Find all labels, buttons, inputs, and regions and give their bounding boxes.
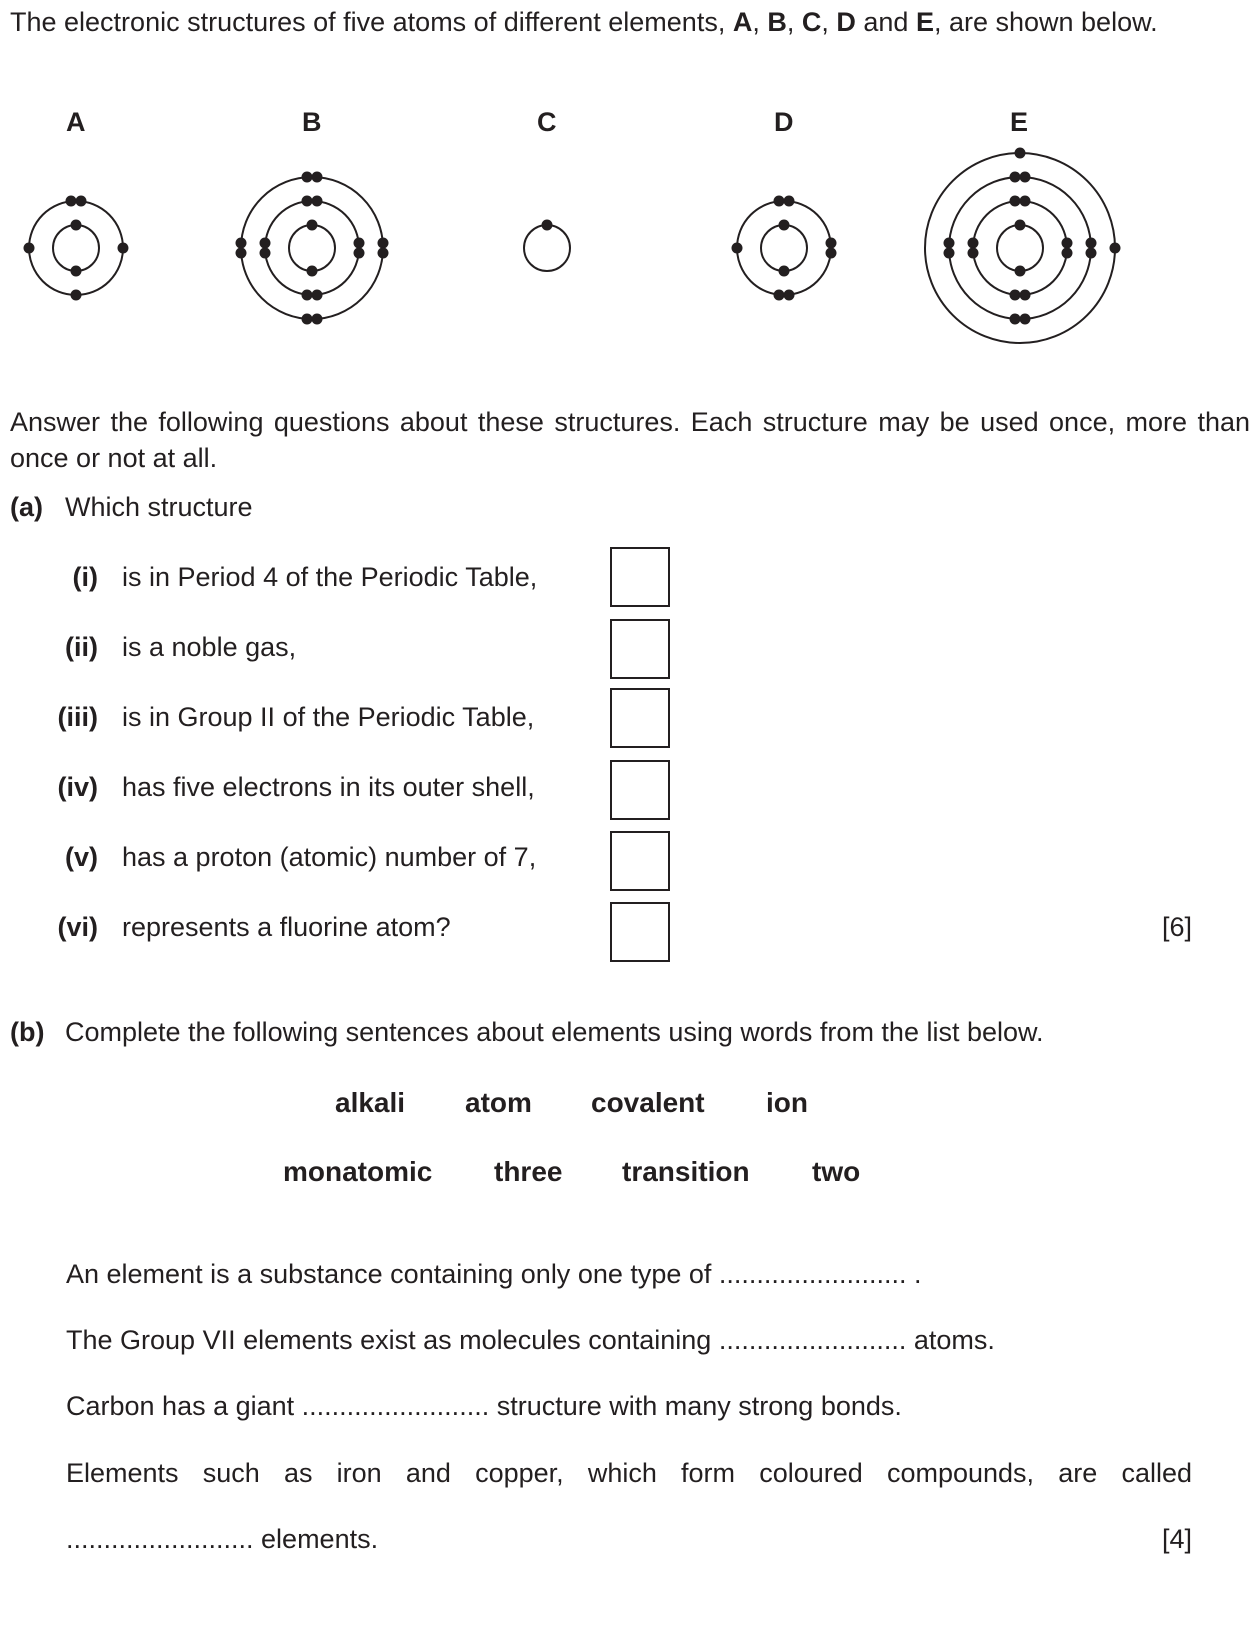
electron [1062, 248, 1073, 259]
question-number: (ii) [65, 632, 98, 662]
electron [1086, 248, 1097, 259]
question-text: has a proton (atomic) number of 7, [122, 842, 537, 872]
electron [260, 238, 271, 249]
intro-separator: , [786, 7, 802, 37]
electron [779, 220, 790, 231]
question-text: is in Group II of the Periodic Table, [122, 702, 535, 732]
electron [378, 248, 389, 259]
electron [1110, 243, 1121, 254]
question-text: represents a fluorine atom? [122, 912, 451, 942]
sentence-1: An element is a substance containing only one type of ......................... . [66, 1259, 922, 1289]
intro-letter-b: B [767, 7, 787, 37]
atom-e-shell-1 [997, 225, 1043, 271]
electron [236, 238, 247, 249]
electron [1020, 172, 1031, 183]
electron [312, 314, 323, 325]
electron [542, 220, 553, 231]
intro-letter-e: E [915, 7, 934, 37]
question-number: (iv) [57, 772, 98, 802]
electron [354, 248, 365, 259]
electron [968, 248, 979, 259]
electron [302, 196, 313, 207]
question-number: (iii) [57, 702, 98, 732]
atom-label-d: D [774, 107, 794, 137]
electron [784, 196, 795, 207]
atom-a-shell-1 [53, 225, 99, 271]
atom-e-shell-3 [949, 177, 1091, 319]
word-option: three [494, 1156, 563, 1187]
word-option: atom [465, 1087, 532, 1118]
electron [302, 314, 313, 325]
atom-c-shell-1 [524, 225, 570, 271]
electron [307, 266, 318, 277]
electron [732, 243, 743, 254]
electron [784, 290, 795, 301]
part-b-marks: [4] [1161, 1524, 1192, 1554]
atom-label-c: C [537, 107, 557, 137]
electron [71, 290, 82, 301]
question-number: (vi) [57, 912, 98, 942]
intro-separator: and [855, 7, 916, 37]
word-option: alkali [335, 1087, 406, 1118]
sentence-4-continuation: ......................... elements. [66, 1524, 379, 1554]
instructions: Answer the following questions about these structures. Each structure may be used once, more than once or not at all. [10, 407, 1250, 473]
word-option: covalent [591, 1087, 705, 1118]
electron [1062, 238, 1073, 249]
electron [312, 172, 323, 183]
electron [1086, 238, 1097, 249]
electron [24, 243, 35, 254]
part-a-label: (a) [10, 492, 43, 522]
word-option: ion [766, 1087, 808, 1118]
atom-b-shell-1 [289, 225, 335, 271]
part-b-label: (b) [10, 1017, 45, 1047]
word-option: two [812, 1156, 861, 1187]
electron [774, 290, 785, 301]
word-option: monatomic [283, 1156, 433, 1187]
electron [1020, 314, 1031, 325]
sentence-4: Elements such as iron and copper, which form coloured compounds, are called [66, 1458, 1192, 1488]
electron [236, 248, 247, 259]
atom-label-b: B [302, 107, 322, 137]
electron [1010, 172, 1021, 183]
electron [354, 238, 365, 249]
electron [944, 238, 955, 249]
electron [71, 220, 82, 231]
atom-a-shell-2 [29, 201, 123, 295]
electron [312, 196, 323, 207]
electron [1015, 148, 1026, 159]
answer-box-iv[interactable] [610, 760, 670, 820]
intro-separator: , [821, 7, 837, 37]
atom-e-shell-4 [925, 153, 1115, 343]
answer-box-vi[interactable] [610, 902, 670, 962]
intro-text-end: , are shown below. [933, 7, 1158, 37]
intro-separator: , [752, 7, 768, 37]
atom-b-shell-2 [265, 201, 359, 295]
electron [302, 290, 313, 301]
atom-e-shell-2 [973, 201, 1067, 295]
answer-box-i[interactable] [610, 547, 670, 607]
answer-box-iii[interactable] [610, 688, 670, 748]
intro-letter-d: D [836, 7, 856, 37]
atom-label-a: A [66, 107, 86, 137]
electron [1010, 290, 1021, 301]
electron [260, 248, 271, 259]
electron [307, 220, 318, 231]
question-number: (v) [65, 842, 98, 872]
electron [302, 172, 313, 183]
electron [118, 243, 129, 254]
electron [1020, 196, 1031, 207]
electron [66, 196, 77, 207]
electron [1015, 220, 1026, 231]
electron [774, 196, 785, 207]
question-number: (i) [72, 562, 98, 592]
atom-label-e: E [1010, 107, 1029, 137]
sentence-2: The Group VII elements exist as molecules containing ......................... atoms. [66, 1325, 995, 1355]
part-a-marks: [6] [1161, 912, 1192, 942]
atom-diagrams [0, 0, 1260, 360]
electron [378, 238, 389, 249]
atom-d-shell-1 [761, 225, 807, 271]
electron [1020, 290, 1031, 301]
atom-d-shell-2 [737, 201, 831, 295]
electron [779, 266, 790, 277]
electron [1015, 266, 1026, 277]
electron [312, 290, 323, 301]
electron [968, 238, 979, 249]
answer-box-v[interactable] [610, 831, 670, 891]
answer-box-ii[interactable] [610, 619, 670, 679]
atom-b-shell-3 [241, 177, 383, 319]
electron [71, 266, 82, 277]
sentence-3: Carbon has a giant ......................... structure with many strong bonds. [66, 1391, 902, 1421]
intro-text: The electronic structures of five atoms of different elements, [10, 7, 733, 37]
electron [826, 238, 837, 249]
intro-letter-a: A [732, 7, 753, 37]
electron [76, 196, 87, 207]
electron [1010, 196, 1021, 207]
question-text: is in Period 4 of the Periodic Table, [122, 562, 538, 592]
part-a-stem: Which structure [65, 492, 253, 522]
word-option: transition [622, 1156, 750, 1187]
electron [826, 248, 837, 259]
question-text: is a noble gas, [122, 632, 297, 662]
part-b-stem: Complete the following sentences about elements using words from the list below. [65, 1017, 1044, 1047]
electron [944, 248, 955, 259]
intro-letter-c: C [801, 7, 822, 37]
electron [1010, 314, 1021, 325]
question-text: has five electrons in its outer shell, [122, 772, 535, 802]
